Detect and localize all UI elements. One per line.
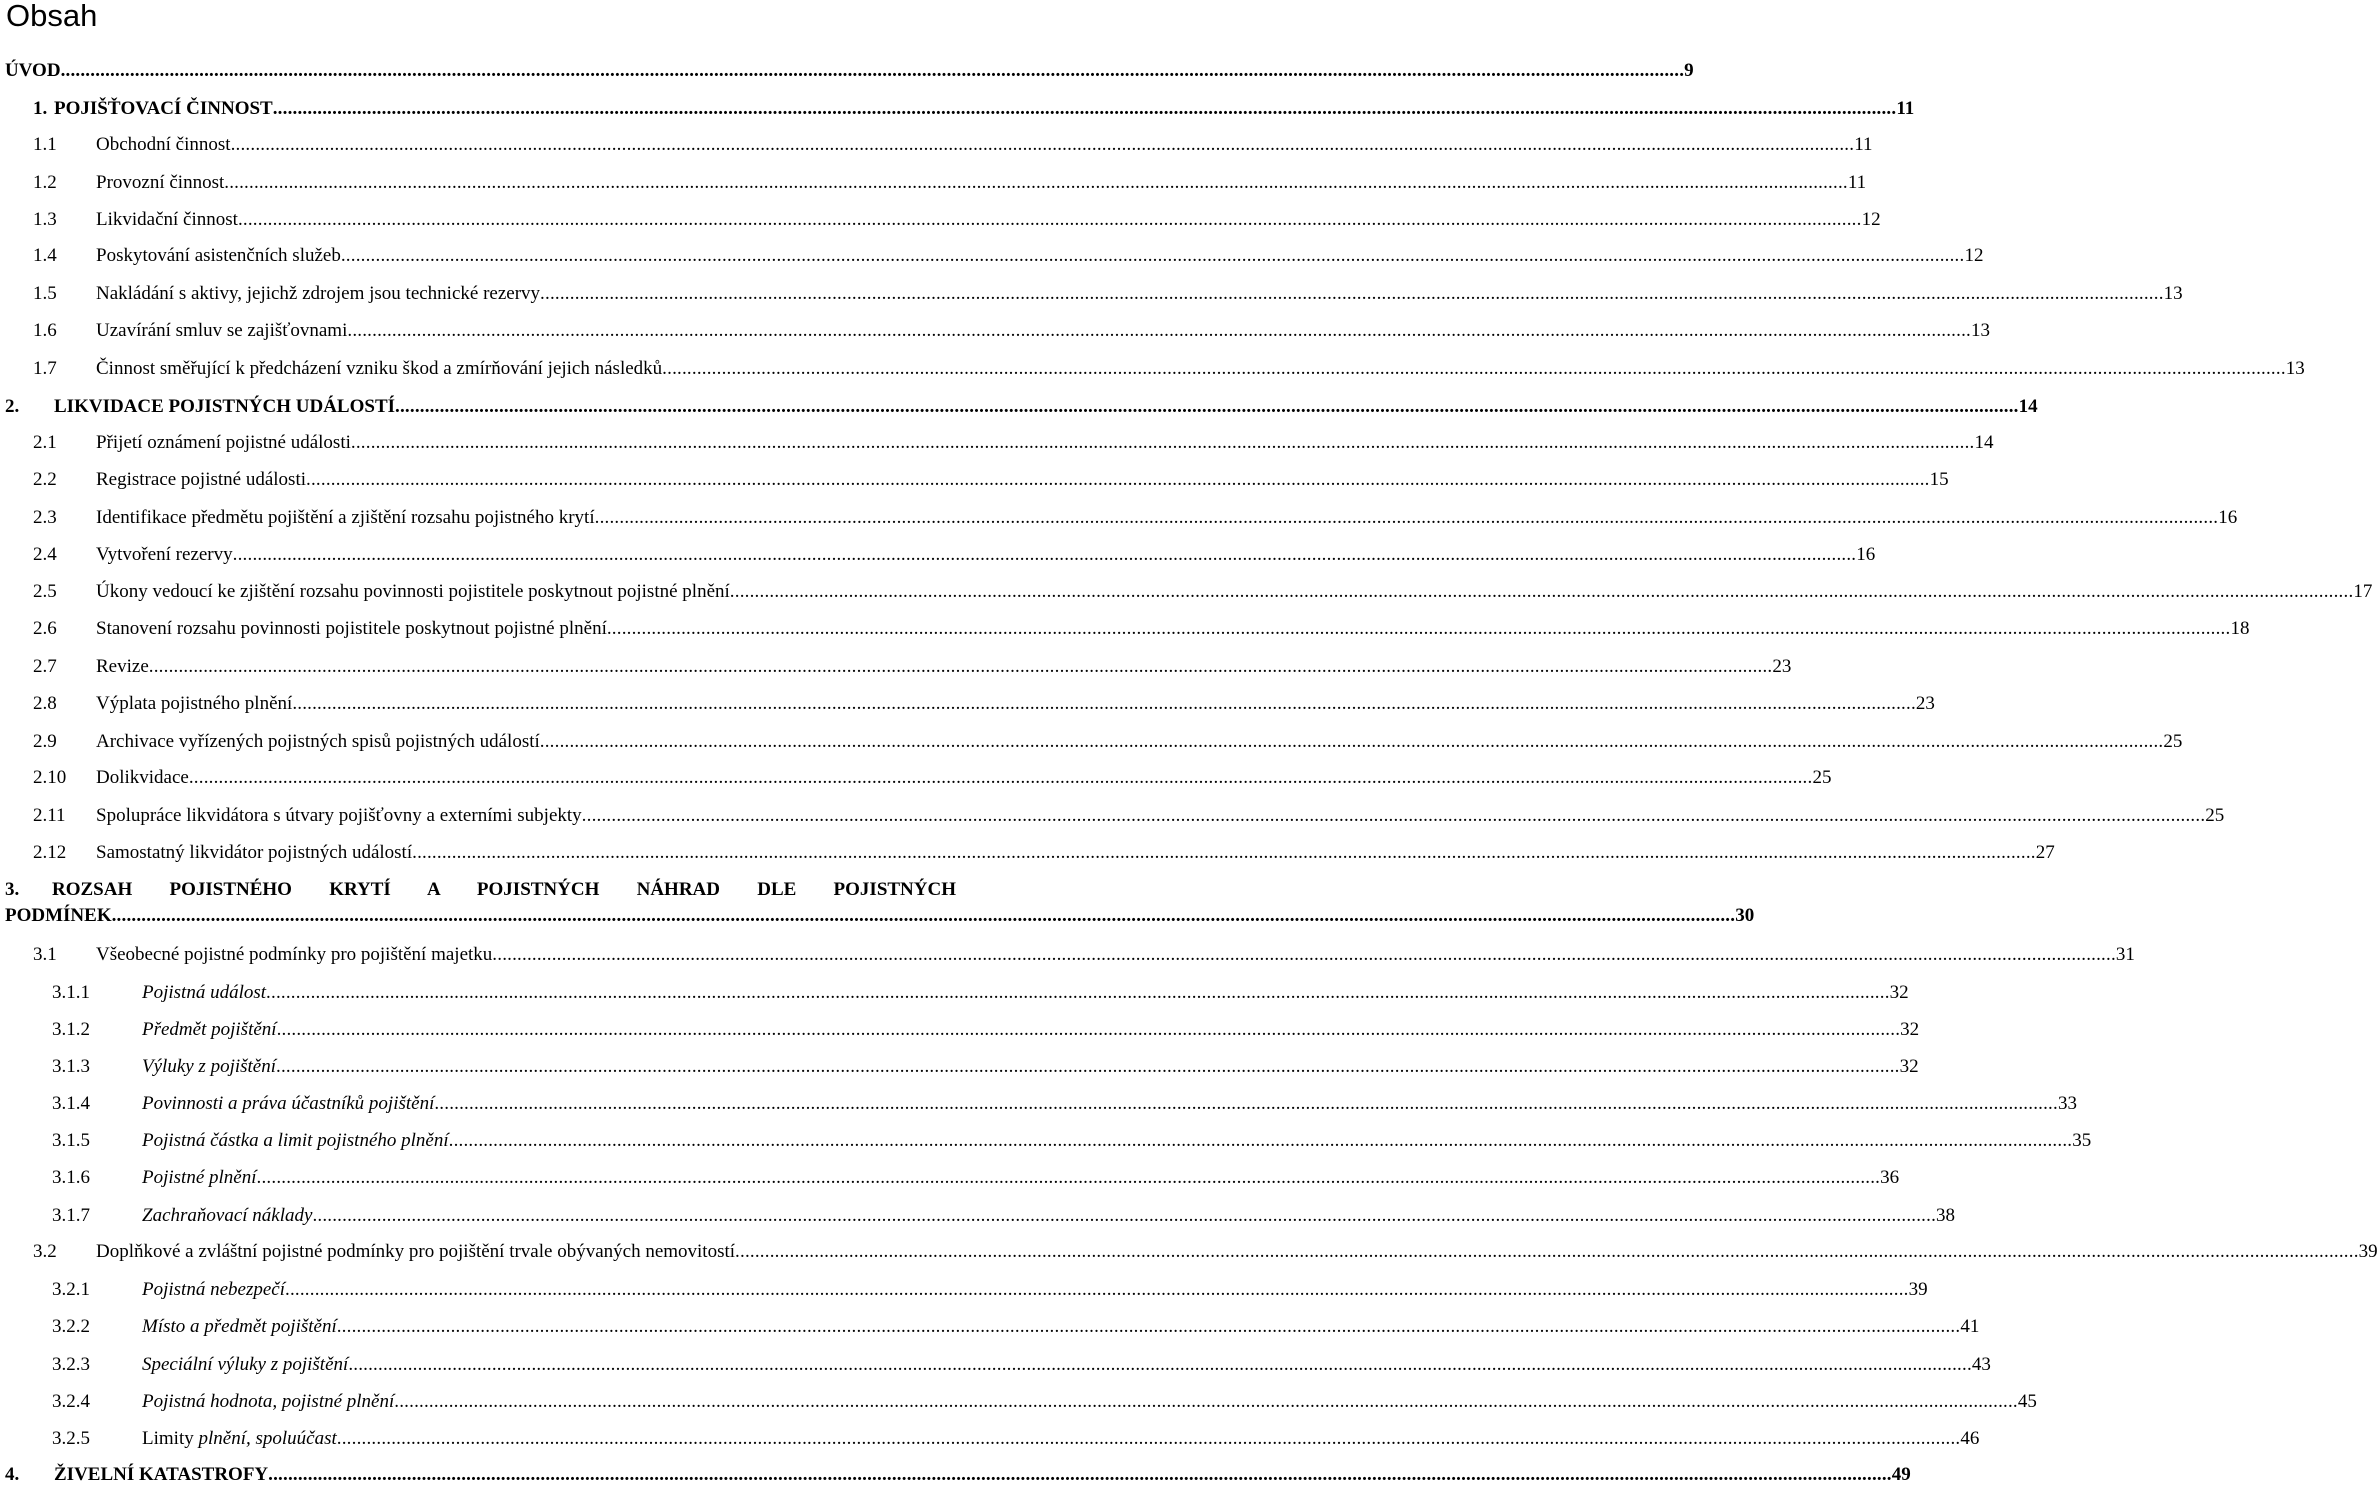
toc-leader: ........................................................................................................................................................................................................................................................................................................................................ — [492, 944, 2116, 965]
toc-leader: ........................................................................................................................................................................................................................................................................................................................................ — [729, 581, 2354, 602]
toc-entry-3-2[interactable] — [0, 1238, 2378, 1266]
toc-number: 1. — [33, 98, 48, 119]
toc-label: Přijetí oznámení pojistné události — [96, 432, 351, 453]
toc-label: Úkony vedoucí ke zjištění rozsahu povinnosti pojistitele poskytnout pojistné plnění — [96, 581, 730, 602]
toc-leader: ........................................................................................................................................................................................................................................................................................................................................ — [347, 320, 1971, 341]
toc-label: Povinnosti a práva účastníků pojištění — [142, 1093, 435, 1114]
page-title: Obsah — [6, 0, 98, 33]
toc-entry-chapter-3[interactable] — [0, 876, 960, 904]
toc-label: Pojistná hodnota, pojistné plnění — [142, 1391, 395, 1412]
toc-leader: ........................................................................................................................................................................................................................................................................................................................................ — [111, 905, 1736, 926]
toc-leader: ........................................................................................................................................................................................................................................................................................................................................ — [230, 134, 1855, 155]
toc-label: PODMÍNEK — [5, 905, 112, 926]
toc-entry-3-1-6[interactable] — [0, 1164, 1900, 1192]
toc-leader: ........................................................................................................................................................................................................................................................................................................................................ — [285, 1279, 1909, 1300]
toc-entry-2-5[interactable] — [0, 578, 2373, 606]
toc-leader: ........................................................................................................................................................................................................................................................................................................................................ — [606, 618, 2231, 639]
toc-page: 25 — [2163, 731, 2183, 752]
toc-page: 17 — [2353, 581, 2373, 602]
toc-entry-3-1-4[interactable] — [0, 1090, 2077, 1118]
toc-leader: ........................................................................................................................................................................................................................................................................................................................................ — [188, 767, 1813, 788]
toc-page: 11 — [1854, 134, 1873, 155]
toc-page: 14 — [2018, 396, 2038, 417]
toc-label: LIKVIDACE POJISTNÝCH UDÁLOSTÍ — [54, 396, 396, 417]
toc-entry-2-12[interactable] — [0, 839, 2055, 867]
toc-page: 45 — [2017, 1391, 2037, 1412]
toc-number: 3.1.3 — [52, 1056, 90, 1077]
toc-entry-3-2-3[interactable] — [0, 1351, 1991, 1379]
toc-leader: ........................................................................................................................................................................................................................................................................................................................................ — [540, 283, 2164, 304]
toc-number: 1.4 — [33, 245, 57, 266]
toc-label: ROZSAH POJISTNÉHO KRYTÍ A POJISTNÝCH NÁHRAD DLE POJISTNÝCH — [52, 879, 956, 900]
toc-number: 1.1 — [33, 134, 57, 155]
toc-leader: ........................................................................................................................................................................................................................................................................................................................................ — [272, 98, 1897, 119]
toc-number: 2.3 — [33, 507, 57, 528]
toc-number: 1.5 — [33, 283, 57, 304]
toc-entry-1-6[interactable] — [0, 317, 1990, 345]
toc-leader: ........................................................................................................................................................................................................................................................................................................................................ — [292, 693, 1916, 714]
toc-entry-1-5[interactable] — [0, 280, 2183, 308]
toc-label: Pojistné plnění — [142, 1167, 257, 1188]
toc-number: 2.9 — [33, 731, 57, 752]
toc-leader: ........................................................................................................................................................................................................................................................................................................................................ — [312, 1205, 1937, 1226]
toc-entry-chapter-4[interactable] — [0, 1461, 1911, 1489]
toc-leader: ........................................................................................................................................................................................................................................................................................................................................ — [237, 209, 1862, 230]
toc-entry-2-11[interactable] — [0, 802, 2225, 830]
toc-number: 3.2.5 — [52, 1428, 90, 1449]
toc-leader: ........................................................................................................................................................................................................................................................................................................................................ — [276, 1019, 1901, 1040]
toc-number: 2.12 — [33, 842, 67, 863]
toc-page: 31 — [2115, 944, 2135, 965]
toc-entry-3-1-7[interactable] — [0, 1202, 1956, 1230]
toc-entry-2-9[interactable] — [0, 728, 2183, 756]
toc-page: 32 — [1899, 1056, 1919, 1077]
toc-leader: ........................................................................................................................................................................................................................................................................................................................................ — [448, 1130, 2073, 1151]
toc-leader: ........................................................................................................................................................................................................................................................................................................................................ — [224, 172, 1848, 193]
toc-page: 11 — [1896, 98, 1915, 119]
toc-page: 33 — [2057, 1093, 2077, 1114]
toc-leader: ........................................................................................................................................................................................................................................................................................................................................ — [395, 396, 2019, 417]
toc-entry-1-1[interactable] — [0, 131, 1873, 159]
toc-label: POJIŠŤOVACÍ ČINNOST — [54, 98, 273, 119]
toc-label: Revize — [96, 656, 149, 677]
toc-leader: ........................................................................................................................................................................................................................................................................................................................................ — [340, 245, 1965, 266]
toc-label: Činnost směřující k předcházení vzniku škod a zmírňování jejich následků — [96, 358, 663, 379]
toc-leader: ........................................................................................................................................................................................................................................................................................................................................ — [581, 805, 2206, 826]
toc-leader: ........................................................................................................................................................................................................................................................................................................................................ — [256, 1167, 1881, 1188]
toc-number: 2.5 — [33, 581, 57, 602]
toc-page: 39 — [1908, 1279, 1928, 1300]
toc-page: 30 — [1735, 905, 1755, 926]
toc-page: 11 — [1847, 172, 1867, 193]
toc-entry-2-10[interactable] — [0, 764, 1832, 792]
toc-number: 2.11 — [33, 805, 66, 826]
toc-entry-2-3[interactable] — [0, 504, 2238, 532]
toc-label: Obchodní činnost — [96, 134, 231, 155]
toc-number: 1.2 — [33, 172, 57, 193]
toc-page: 13 — [2285, 358, 2305, 379]
toc-entry-chapter-2[interactable] — [0, 393, 2038, 421]
toc-label — [142, 1425, 337, 1453]
toc-label: Samostatný likvidátor pojistných událostí — [96, 842, 413, 863]
toc-page: 12 — [1861, 209, 1881, 230]
toc-leader: ........................................................................................................................................................................................................................................................................................................................................ — [268, 1464, 1892, 1485]
toc-label: Výplata pojistného plnění — [96, 693, 293, 714]
toc-number: 3.2 — [33, 1241, 57, 1262]
toc-leader: ........................................................................................................................................................................................................................................................................................................................................ — [336, 1316, 1961, 1337]
toc-entry-3-1-1[interactable] — [0, 979, 1909, 1007]
toc-label: Pojistná událost — [142, 982, 267, 1003]
toc-label: Identifikace předmětu pojištění a zjištění rozsahu pojistného krytí — [96, 507, 595, 528]
toc-label: Pojistná nebezpečí — [142, 1279, 285, 1300]
toc-page: 46 — [1960, 1428, 1980, 1449]
toc-entry-2-6[interactable] — [0, 615, 2250, 643]
toc-label: Provozní činnost — [96, 172, 225, 193]
toc-label: Likvidační činnost — [96, 209, 238, 230]
toc-page: 25 — [2205, 805, 2225, 826]
toc-number: 2.8 — [33, 693, 57, 714]
toc-page: 36 — [1880, 1167, 1900, 1188]
toc-leader: ........................................................................................................................................................................................................................................................................................................................................ — [434, 1093, 2058, 1114]
toc-entry-1-4[interactable] — [0, 242, 1984, 270]
toc-number: 1.6 — [33, 320, 57, 341]
toc-number: 3.1.5 — [52, 1130, 90, 1151]
toc-label: Dolikvidace — [96, 767, 189, 788]
toc-leader: ........................................................................................................................................................................................................................................................................................................................................ — [594, 507, 2219, 528]
toc-number: 2.7 — [33, 656, 57, 677]
toc-entry-3-2-1[interactable] — [0, 1276, 1928, 1304]
toc-page: 35 — [2072, 1130, 2092, 1151]
toc-page: 49 — [1891, 1464, 1911, 1485]
toc-number: 3.1.4 — [52, 1093, 90, 1114]
toc-leader: ........................................................................................................................................................................................................................................................................................................................................ — [266, 982, 1890, 1003]
toc-page: 38 — [1936, 1205, 1956, 1226]
toc-entry-3-1-3[interactable] — [0, 1053, 1919, 1081]
toc-leader: ........................................................................................................................................................................................................................................................................................................................................ — [306, 469, 1930, 490]
toc-number: 3.1.2 — [52, 1019, 90, 1040]
toc-number: 3.1 — [33, 944, 57, 965]
toc-label: Spolupráce likvidátora s útvary pojišťovny a externími subjekty — [96, 805, 582, 826]
toc-entry-2-7[interactable] — [0, 653, 1792, 681]
toc-label: Zachraňovací náklady — [142, 1205, 313, 1226]
toc-number: 3.2.1 — [52, 1279, 90, 1300]
toc-page: 15 — [1929, 469, 1949, 490]
toc-number: 1.3 — [33, 209, 57, 230]
toc-label: Poskytování asistenčních služeb — [96, 245, 341, 266]
toc-number: 3.2.3 — [52, 1354, 90, 1375]
toc-label: Speciální výluky z pojištění — [142, 1354, 349, 1375]
toc-entry-2-4[interactable] — [0, 541, 1876, 569]
toc-entry-3-2-2[interactable] — [0, 1313, 1980, 1341]
toc-page: 32 — [1889, 982, 1909, 1003]
toc-page: 32 — [1900, 1019, 1920, 1040]
toc-leader: ........................................................................................................................................................................................................................................................................................................................................ — [662, 358, 2286, 379]
toc-label: ÚVOD — [5, 60, 61, 81]
toc-leader: ........................................................................................................................................................................................................................................................................................................................................ — [148, 656, 1773, 677]
toc-leader: ........................................................................................................................................................................................................................................................................................................................................ — [539, 731, 2164, 752]
toc-page: 23 — [1915, 693, 1935, 714]
toc-number: 2. — [5, 396, 20, 417]
toc-label: Předmět pojištění — [142, 1019, 277, 1040]
toc-page: 13 — [1970, 320, 1990, 341]
toc-entry-uvod[interactable] — [0, 57, 1694, 85]
toc-page: 14 — [1974, 432, 1994, 453]
toc-entry-3-1-5[interactable] — [0, 1127, 2092, 1155]
toc-number: 3. — [5, 879, 20, 900]
toc-label: Vytvoření rezervy — [96, 544, 233, 565]
toc-page: 39 — [2358, 1241, 2378, 1262]
toc-label: Archivace vyřízených pojistných spisů pojistných událostí — [96, 731, 540, 752]
toc-leader: ........................................................................................................................................................................................................................................................................................................................................ — [336, 1428, 1961, 1449]
toc-label: Registrace pojistné události — [96, 469, 307, 490]
toc-page: 13 — [2163, 283, 2183, 304]
toc-entry-chapter-1[interactable] — [0, 95, 1915, 123]
toc-label: Nakládání s aktivy, jejichž zdrojem jsou technické rezervy — [96, 283, 541, 304]
toc-leader: ........................................................................................................................................................................................................................................................................................................................................ — [348, 1354, 1972, 1375]
toc-page: 23 — [1772, 656, 1792, 677]
toc-number: 2.6 — [33, 618, 57, 639]
toc-page: 16 — [1856, 544, 1876, 565]
toc-label: Místo a předmět pojištění — [142, 1316, 337, 1337]
toc-leader: ........................................................................................................................................................................................................................................................................................................................................ — [412, 842, 2036, 863]
toc-page: 41 — [1960, 1316, 1980, 1337]
toc-label: Stanovení rozsahu povinnosti pojistitele poskytnout pojistné plnění — [96, 618, 607, 639]
toc-number: 3.1.6 — [52, 1167, 90, 1188]
toc-entry-chapter-3-continued[interactable] — [0, 902, 1755, 930]
toc-label-italic: plnění, spoluúčast — [198, 1428, 337, 1449]
toc-leader: ........................................................................................................................................................................................................................................................................................................................................ — [735, 1241, 2359, 1262]
toc-page: 25 — [1812, 767, 1832, 788]
toc-label: Výluky z pojištění — [142, 1056, 277, 1077]
toc-entry-1-3[interactable] — [0, 206, 1881, 234]
toc-label: Pojistná částka a limit pojistného plnění — [142, 1130, 449, 1151]
toc-label-plain: Limity — [142, 1428, 199, 1449]
toc-page: 16 — [2218, 507, 2238, 528]
toc-page: 27 — [2035, 842, 2055, 863]
toc-number: 3.1.7 — [52, 1205, 90, 1226]
toc-label: Doplňkové a zvláštní pojistné podmínky pro pojištění trvale obývaných nemovitostí — [96, 1241, 736, 1262]
toc-leader: ........................................................................................................................................................................................................................................................................................................................................ — [350, 432, 1975, 453]
toc-entry-3-1-2[interactable] — [0, 1016, 1920, 1044]
toc-leader: ........................................................................................................................................................................................................................................................................................................................................ — [60, 60, 1685, 81]
toc-entry-3-2-5[interactable] — [0, 1425, 1980, 1453]
toc-page: 43 — [1971, 1354, 1991, 1375]
toc-entry-3-1[interactable] — [0, 941, 2135, 969]
toc-number: 3.2.2 — [52, 1316, 90, 1337]
toc-label: Uzavírání smluv se zajišťovnami — [96, 320, 348, 341]
toc-entry-2-8[interactable] — [0, 690, 1935, 718]
toc-entry-3-2-4[interactable] — [0, 1388, 2037, 1416]
toc-entry-2-2[interactable] — [0, 466, 1949, 494]
toc-number: 4. — [5, 1464, 20, 1485]
toc-number: 2.4 — [33, 544, 57, 565]
toc-number: 2.2 — [33, 469, 57, 490]
toc-number: 3.1.1 — [52, 982, 90, 1003]
toc-leader: ........................................................................................................................................................................................................................................................................................................................................ — [276, 1056, 1900, 1077]
toc-page: 12 — [1964, 245, 1984, 266]
toc-entry-2-1[interactable] — [0, 429, 1994, 457]
toc-label: ŽIVELNÍ KATASTROFY — [54, 1464, 269, 1485]
toc-entry-1-2[interactable] — [0, 169, 1867, 197]
toc-leader: ........................................................................................................................................................................................................................................................................................................................................ — [394, 1391, 2018, 1412]
toc-number: 1.7 — [33, 358, 57, 379]
toc-number: 2.1 — [33, 432, 57, 453]
toc-entry-1-7[interactable] — [0, 355, 2305, 383]
toc-label: Všeobecné pojistné podmínky pro pojištění majetku — [96, 944, 493, 965]
toc-number: 2.10 — [33, 767, 67, 788]
toc-page: 9 — [1684, 60, 1694, 81]
toc-page: 18 — [2230, 618, 2250, 639]
toc-leader: ........................................................................................................................................................................................................................................................................................................................................ — [232, 544, 1857, 565]
toc-number: 3.2.4 — [52, 1391, 90, 1412]
